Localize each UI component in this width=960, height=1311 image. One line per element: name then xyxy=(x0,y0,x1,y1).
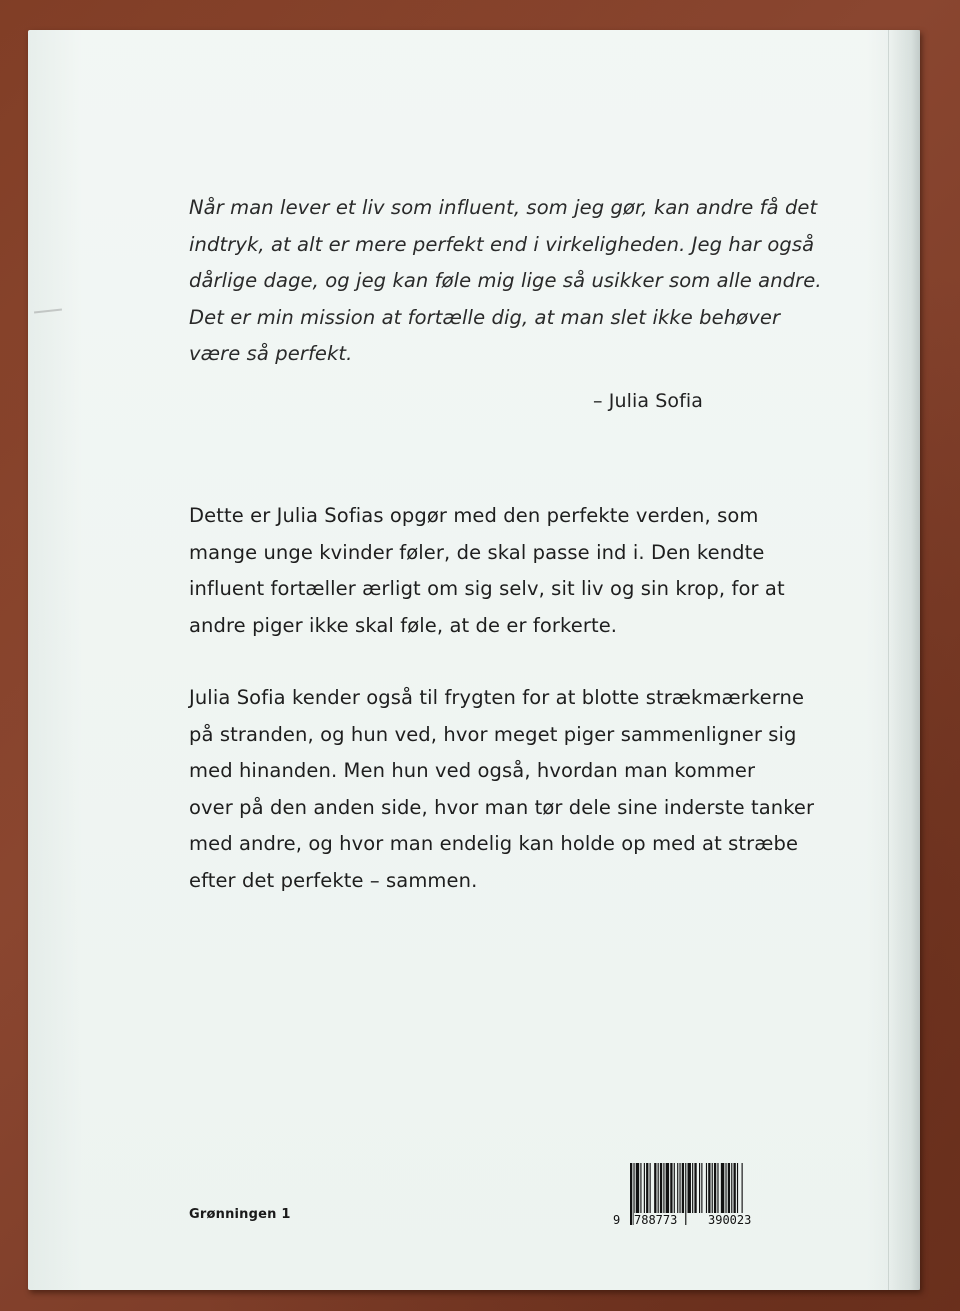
page-edge-shading xyxy=(890,30,920,1290)
barcode-bar xyxy=(731,1163,732,1213)
barcode-bar xyxy=(721,1163,724,1213)
barcode-bar xyxy=(692,1163,693,1213)
barcode-bar xyxy=(677,1163,678,1213)
barcode-bar xyxy=(717,1163,718,1213)
barcode-bar xyxy=(660,1163,662,1213)
barcode-bar xyxy=(694,1163,696,1213)
paragraph-line: influent fortæller ærligt om sig selv, sit liv og sin krop, for at xyxy=(189,577,785,600)
barcode-bar xyxy=(679,1163,680,1213)
paragraph-line: med hinanden. Men hun ved også, hvordan man kommer xyxy=(189,759,756,782)
quote-line: indtryk, at alt er mere perfekt end i virkeligheden. Jeg har også xyxy=(189,232,815,256)
paragraph-line: andre piger ikke skal føle, at de er forkerte. xyxy=(189,613,618,637)
barcode-bar xyxy=(646,1163,648,1213)
barcode-bar xyxy=(688,1163,691,1213)
barcode-bar xyxy=(714,1163,716,1213)
barcode-bar xyxy=(712,1163,713,1213)
barcode-bar xyxy=(725,1163,726,1213)
barcode-bar xyxy=(666,1163,669,1213)
barcode-bar xyxy=(654,1163,656,1213)
publisher-logo: Grønningen 1 xyxy=(189,1207,291,1222)
barcode-bar xyxy=(630,1163,632,1225)
barcode-bar xyxy=(734,1163,736,1213)
barcode-bar xyxy=(636,1163,639,1213)
barcode-bar xyxy=(701,1163,702,1213)
paragraph-line: med andre, og hvor man endelig kan holde op med at stræbe xyxy=(189,832,799,855)
quote-block xyxy=(189,190,829,373)
barcode-left-digits: 788773 xyxy=(634,1213,678,1227)
barcode-bar xyxy=(728,1163,730,1213)
barcode-bar xyxy=(682,1163,684,1213)
barcode-bar xyxy=(699,1163,700,1213)
cover-fold-line xyxy=(888,30,889,1290)
paragraph-line: Dette er Julia Sofias opgør med den perfekte verden, som xyxy=(189,504,759,527)
description-paragraph-1 xyxy=(189,498,785,644)
barcode-bar xyxy=(708,1163,710,1213)
quote-line: Det er min mission at fortælle dig, at man slet ikke behøver xyxy=(189,305,781,329)
barcode-bar xyxy=(658,1163,659,1213)
barcode-bar xyxy=(685,1163,686,1225)
barcode-bar xyxy=(670,1163,672,1213)
barcode-first-digit: 9 xyxy=(613,1213,621,1227)
barcode-bar xyxy=(706,1163,707,1213)
paragraph-line: efter det perfekte – sammen. xyxy=(189,868,478,892)
book-back-cover xyxy=(28,30,920,1290)
barcode-bar xyxy=(650,1163,651,1213)
barcode-bar xyxy=(640,1163,641,1213)
barcode-bar xyxy=(644,1163,645,1213)
barcode-bar xyxy=(737,1163,738,1213)
quote-line: være så perfekt. xyxy=(189,342,353,365)
paragraph-line: på stranden, og hun ved, hvor meget piger sammenligner sig xyxy=(189,722,797,746)
barcode-right-digits: 390023 xyxy=(708,1213,752,1227)
quote-attribution: – Julia Sofia xyxy=(593,390,704,412)
cover-scratch-mark xyxy=(34,309,62,314)
paragraph-line: over på den anden side, hvor man tør dele sine inderste tanker xyxy=(189,795,815,819)
barcode-bar xyxy=(663,1163,664,1213)
description-paragraph-2 xyxy=(189,680,814,899)
quote-line: dårlige dage, og jeg kan føle mig lige så usikker som alle andre. xyxy=(189,269,822,292)
quote-line: Når man lever et liv som influent, som jeg gør, kan andre få det xyxy=(189,196,818,219)
paragraph-line: mange unge kvinder føler, de skal passe ind i. Den kendte xyxy=(189,540,765,564)
paragraph-line: Julia Sofia kender også til frygten for at blotte strækmærkerne xyxy=(189,686,805,709)
barcode-bar xyxy=(674,1163,675,1213)
